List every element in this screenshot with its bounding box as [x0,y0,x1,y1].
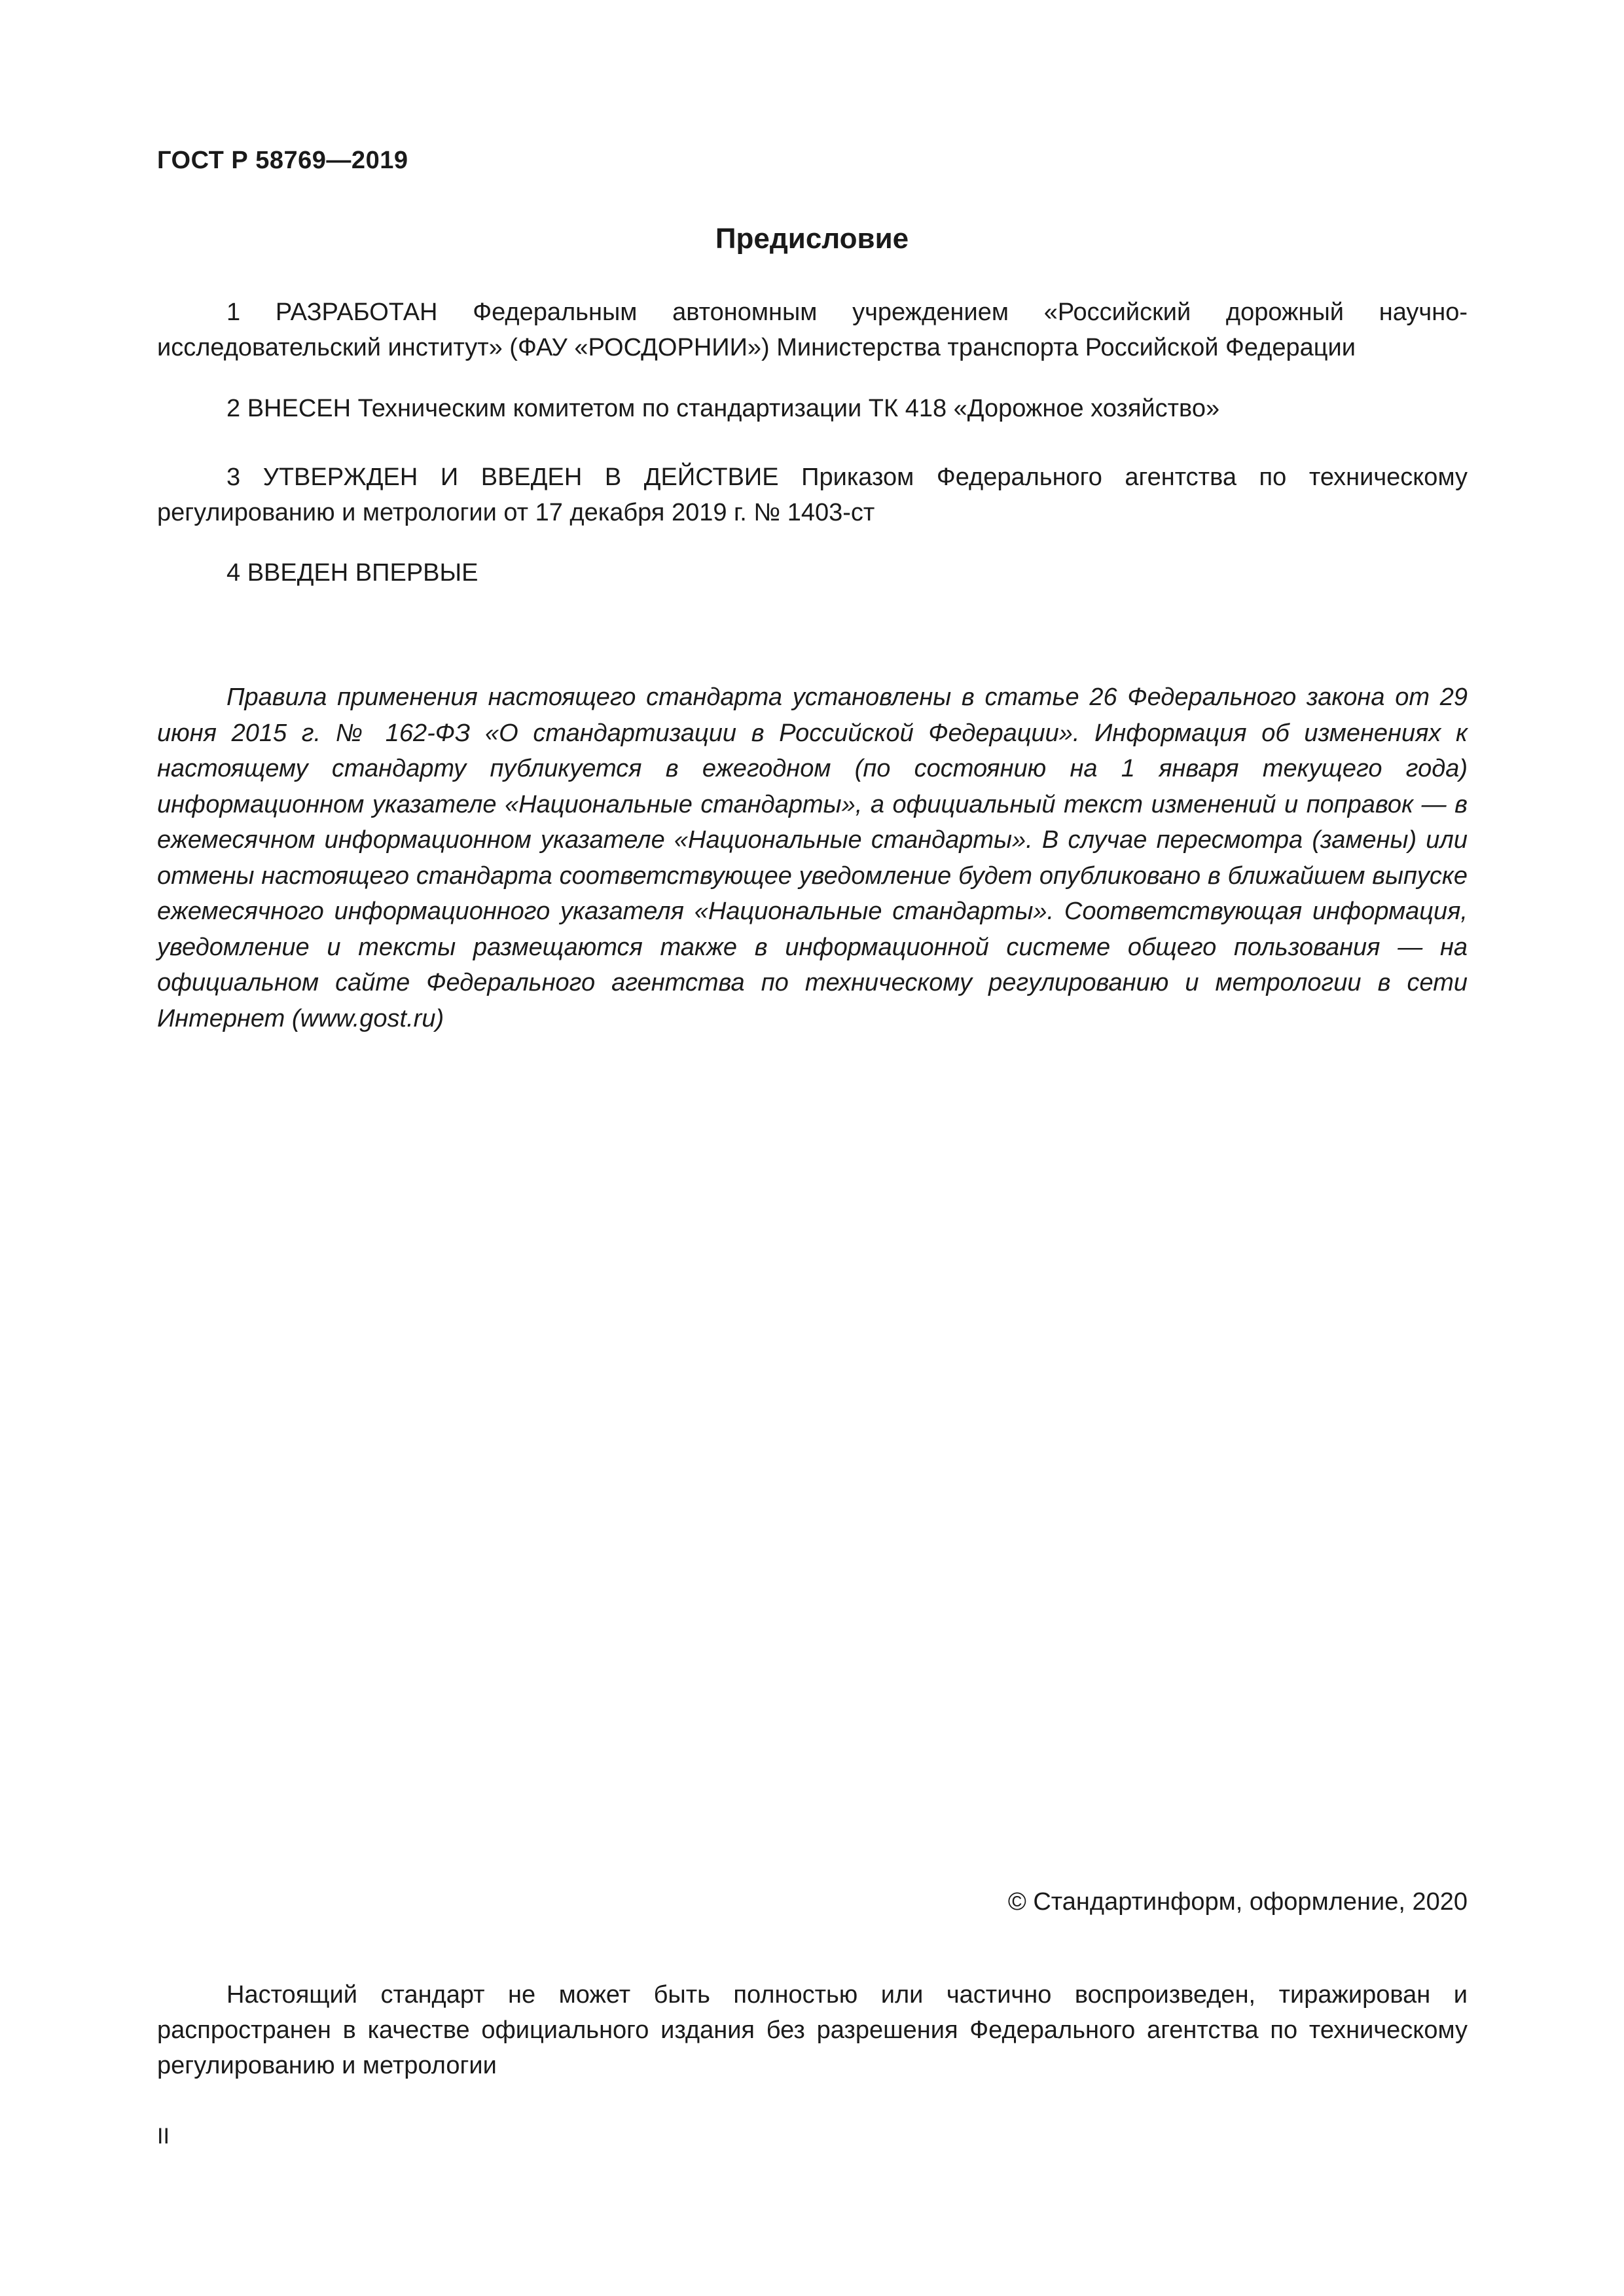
copyright-notice: © Стандартинформ, оформление, 2020 [1007,1888,1468,1916]
rules-of-application-note: Правила применения настоящего стандарта установлены в статье 26 Федерального закона от 29 июня 2015 г. № 162-ФЗ «О стандартизации в Российской Федерации». Информация об изменениях к настоящему стандарту публикуется в ежегодном (по состоянию на 1 января текущего года) информационном указателе «Национальные стандарты», а официальный текст изменений и поправок — в ежемесячном информационном указателе «Национальные стандарты». В случае пересмотра (замены) или отмены настоящего стандарта соответствующее уведомление будет опубликовано в ближайшем выпуске ежемесячного информационного указателя «Национальные стандарты». Соответствующая информация, уведомление и тексты размещаются также в информационной системе общего пользования — на официальном сайте Федерального агентства по техническому регулированию и метрологии в сети Интернет (www.gost.ru) [157,683,1468,1032]
standard-code-header: ГОСТ Р 58769—2019 [157,147,408,174]
reproduction-notice: Настоящий стандарт не может быть полностью или частично воспроизведен, тиражирован и распространен в качестве официального издания без разрешения Федерального агентства по техническому регулированию и метрологии [157,1981,1468,2079]
paragraph-first-introduced: 4 ВВЕДЕН ВПЕРВЫЕ [226,559,478,587]
page-title: Предисловие [715,223,909,255]
paragraph-introduced-by: 2 ВНЕСЕН Техническим комитетом по стандартизации ТК 418 «Дорожное хозяйство» [226,395,1220,422]
paragraph-developed-by: 1 РАЗРАБОТАН Федеральным автономным учреждением «Российский дорожный научно-исследовательский институт» (ФАУ «РОСДОРНИИ») Министерства транспорта Российской Федерации [157,299,1468,361]
paragraph-approved: 3 УТВЕРЖДЕН И ВВЕДЕН В ДЕЙСТВИЕ Приказом Федерального агентства по техническому регулированию и метрологии от 17 декабря 2019 г. № 1403-ст [157,464,1468,526]
page-number: II [157,2124,170,2149]
